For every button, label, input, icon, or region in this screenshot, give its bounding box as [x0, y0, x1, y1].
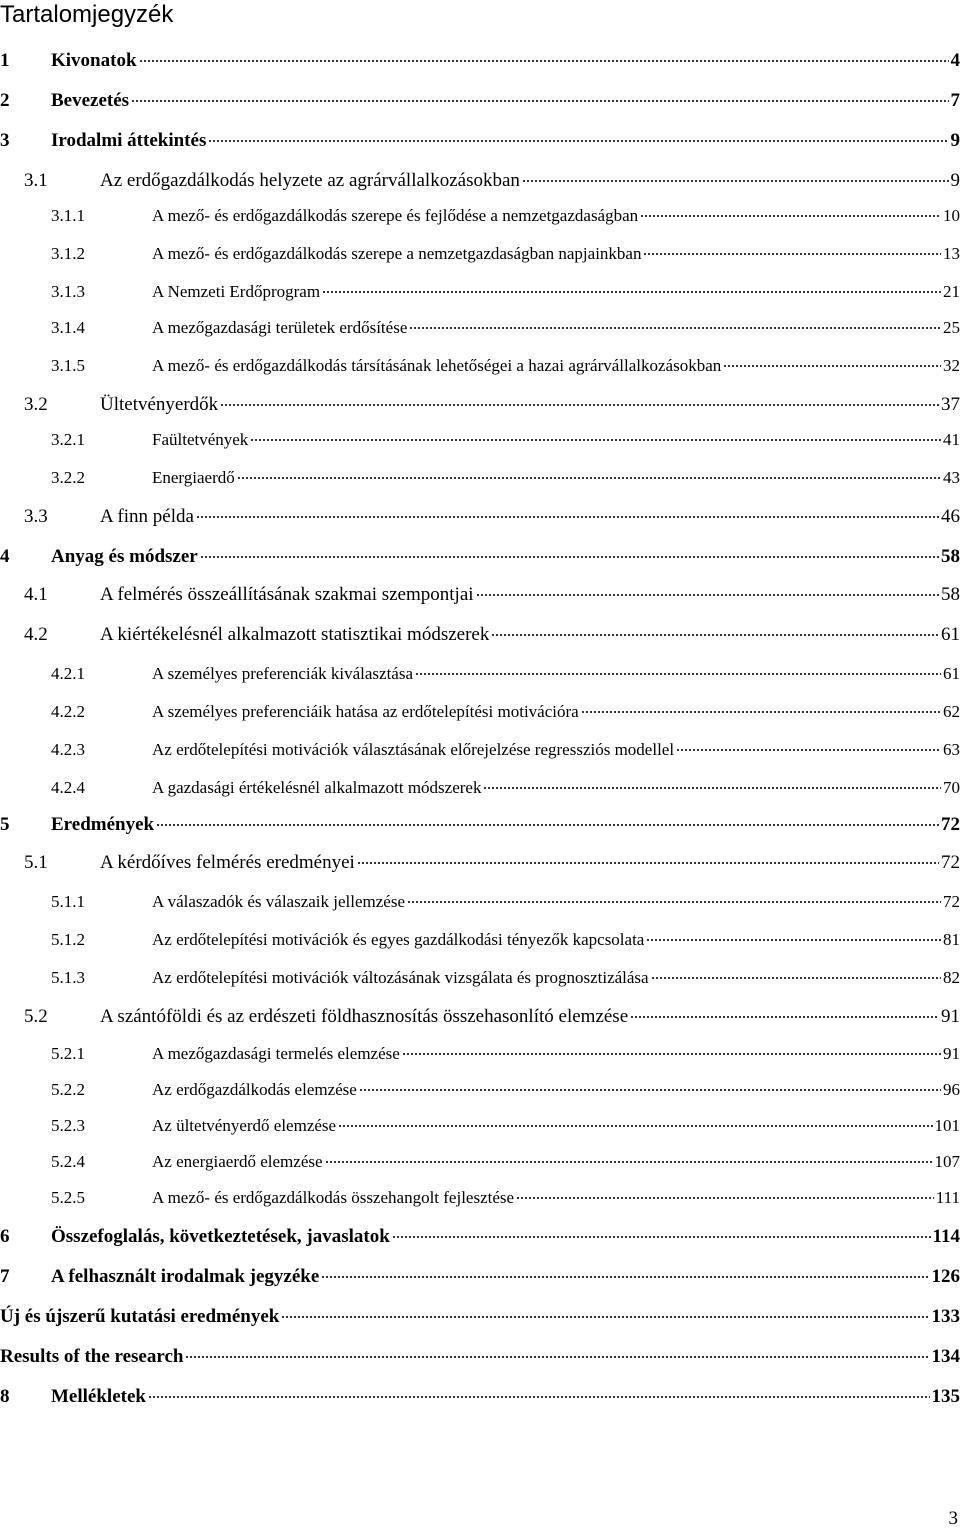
toc-leader-dots: [185, 1356, 929, 1358]
toc-entry-number: 8: [0, 1386, 10, 1407]
toc-entry-page: 91: [943, 1044, 960, 1063]
toc-entry-page: 72: [943, 892, 960, 911]
toc-leader-dots: [322, 291, 941, 293]
toc-entry-title: A felhasznált irodalmak jegyzéke: [51, 1266, 320, 1287]
toc-leader-dots: [196, 516, 939, 518]
toc-entry-number: 5.1.3: [51, 968, 85, 987]
toc-leader-dots: [651, 977, 941, 979]
toc-entry-page: 4: [950, 50, 960, 71]
toc-entry-page: 37: [941, 394, 960, 415]
toc-entry-number: 5.2.1: [51, 1044, 85, 1063]
toc-entry-title: Bevezetés: [51, 90, 130, 111]
toc-entry-title: Az ültetvényerdő elemzése: [152, 1116, 337, 1135]
toc-entry-page: 70: [943, 778, 960, 797]
toc-leader-dots: [392, 1236, 931, 1238]
toc-entry-title: A szántóföldi és az erdészeti földhasznosítás összehasonlító elemzése: [100, 1006, 629, 1027]
toc-entry[interactable]: [0, 852, 960, 874]
toc-entry-number: 4.2.1: [51, 664, 85, 683]
toc-leader-dots: [156, 824, 939, 826]
toc-entry-title: A gazdasági értékelésnél alkalmazott módszerek: [152, 778, 482, 797]
toc-entry-page: 32: [943, 356, 960, 375]
toc-entry-page: 114: [932, 1226, 960, 1247]
toc-entry[interactable]: [0, 356, 960, 376]
toc-entry-title: Mellékletek: [51, 1386, 146, 1407]
toc-entry-page: 13: [943, 244, 960, 263]
toc-leader-dots: [357, 862, 939, 864]
toc-leader-dots: [643, 253, 941, 255]
toc-entry[interactable]: [0, 778, 960, 798]
toc-leader-dots: [581, 711, 941, 713]
toc-leader-dots: [359, 1089, 941, 1091]
toc-entry-title: Az erdőgazdálkodás elemzése: [152, 1080, 357, 1099]
toc-entry-title: A mezőgazdasági termelés elemzése: [152, 1044, 400, 1063]
toc-entry[interactable]: [0, 90, 960, 112]
toc-entry-title: Anyag és módszer: [51, 546, 198, 567]
toc-entry-page: 91: [941, 1006, 960, 1027]
toc-entry[interactable]: [0, 1080, 960, 1100]
toc-entry-number: 4.2.2: [51, 702, 85, 721]
toc-entry-number: 4.2: [24, 624, 48, 645]
toc-leader-dots: [407, 901, 941, 903]
toc-entry-number: 3.3: [24, 506, 48, 527]
toc-entry-page: 111: [935, 1188, 960, 1207]
toc-entry-number: 5.2.5: [51, 1188, 85, 1207]
toc-entry-page: 61: [943, 664, 960, 683]
toc-entry-page: 9: [950, 170, 960, 191]
toc-entry[interactable]: [0, 814, 960, 836]
toc-entry[interactable]: [0, 1266, 960, 1288]
toc-entry-title: A személyes preferenciáik hatása az erdőtelepítési motivációra: [152, 702, 579, 721]
toc-entry[interactable]: [0, 1044, 960, 1064]
toc-entry-title: A válaszadók és válaszaik jellemzése: [152, 892, 405, 911]
toc-entry-page: 7: [950, 90, 960, 111]
toc-entry[interactable]: [0, 394, 960, 416]
toc-entry-page: 81: [943, 930, 960, 949]
toc-leader-dots: [281, 1316, 929, 1318]
toc-entry-title: A finn példa: [100, 506, 194, 527]
toc-entry-number: 5.1: [24, 852, 48, 873]
toc-entry-title: Irodalmi áttekintés: [51, 130, 207, 151]
page-title: Tartalomjegyzék: [0, 1, 174, 28]
toc-entry-number: 4: [0, 546, 10, 567]
toc-entry-page: 63: [943, 740, 960, 759]
toc-entry-number: 4.2.4: [51, 778, 85, 797]
toc-entry-title: Új és újszerű kutatási eredmények: [0, 1306, 280, 1327]
toc-entry-number: 3: [0, 130, 10, 151]
toc-entry[interactable]: [0, 506, 960, 528]
toc-entry[interactable]: [0, 468, 960, 488]
toc-entry[interactable]: [0, 740, 960, 760]
toc-entry[interactable]: [0, 1346, 960, 1368]
toc-leader-dots: [516, 1197, 934, 1199]
toc-entry-page: 43: [943, 468, 960, 487]
toc-entry-number: 2: [0, 90, 10, 111]
toc-entry-number: 5.2.4: [51, 1152, 85, 1171]
toc-entry-number: 3.1.5: [51, 356, 85, 375]
toc-entry-page: 10: [943, 206, 960, 225]
toc-leader-dots: [237, 477, 941, 479]
toc-entry-page: 126: [931, 1266, 960, 1287]
toc-entry-number: 3.2: [24, 394, 48, 415]
toc-entry-title: Energiaerdő: [152, 468, 235, 487]
toc-leader-dots: [220, 404, 939, 406]
toc-entry-title: A mező- és erdőgazdálkodás szerepe és fejlődése a nemzetgazdaságban: [152, 206, 639, 225]
toc-entry-title: Összefoglalás, következtetések, javaslatok: [51, 1226, 390, 1247]
toc-entry[interactable]: [0, 318, 960, 338]
toc-entry[interactable]: [0, 130, 960, 152]
toc-entry-number: 3.1.1: [51, 206, 85, 225]
toc-entry[interactable]: [0, 1306, 960, 1328]
toc-entry-page: 133: [931, 1306, 960, 1327]
toc-entry-page: 82: [943, 968, 960, 987]
toc-entry-number: 5.2.3: [51, 1116, 85, 1135]
toc-entry-title: Eredmények: [51, 814, 155, 835]
toc-leader-dots: [409, 327, 941, 329]
toc-entry-title: A személyes preferenciák kiválasztása: [152, 664, 414, 683]
toc-entry-title: Ültetvényerdők: [100, 394, 219, 415]
toc-entry-title: Az erdőgazdálkodás helyzete az agrárvállalkozásokban: [100, 170, 520, 191]
toc-entry-number: 3.1.3: [51, 282, 85, 301]
toc-entry-page: 62: [943, 702, 960, 721]
toc-entry[interactable]: [0, 584, 960, 606]
toc-leader-dots: [325, 1161, 933, 1163]
toc-entry-title: Az energiaerdő elemzése: [152, 1152, 323, 1171]
toc-leader-dots: [483, 787, 941, 789]
toc-entry-page: 41: [943, 430, 960, 449]
toc-entry-number: 5.1.2: [51, 930, 85, 949]
toc-leader-dots: [148, 1396, 930, 1398]
toc-entry[interactable]: [0, 1006, 960, 1028]
toc-entry-page: 58: [941, 584, 960, 605]
toc-entry-title: Az erdőtelepítési motivációk és egyes gazdálkodási tényezők kapcsolata: [152, 930, 645, 949]
toc-entry[interactable]: [0, 430, 960, 450]
toc-leader-dots: [321, 1276, 929, 1278]
toc-leader-dots: [415, 673, 941, 675]
toc-entry-number: 3.1.2: [51, 244, 85, 263]
toc-entry-page: 9: [950, 130, 960, 151]
toc-entry-page: 135: [931, 1386, 960, 1407]
toc-leader-dots: [131, 100, 948, 102]
toc-entry[interactable]: [0, 1188, 960, 1208]
toc-leader-dots: [676, 749, 941, 751]
toc-entry-title: Az erdőtelepítési motivációk változásának vizsgálata és prognosztizálása: [152, 968, 649, 987]
toc-entry[interactable]: [0, 1116, 960, 1136]
toc-entry-page: 72: [941, 814, 960, 835]
toc-entry-number: 3.2.2: [51, 468, 85, 487]
toc-entry[interactable]: [0, 244, 960, 264]
toc-entry[interactable]: [0, 1152, 960, 1172]
toc-entry-number: 5.2: [24, 1006, 48, 1027]
toc-entry-number: 4.1: [24, 584, 48, 605]
toc-leader-dots: [723, 365, 941, 367]
toc-entry[interactable]: [0, 664, 960, 684]
toc-leader-dots: [476, 594, 939, 596]
toc-entry[interactable]: [0, 930, 960, 950]
toc-entry-title: Faültetvények: [152, 430, 249, 449]
toc-entry-title: A mezőgazdasági területek erdősítése: [152, 318, 408, 337]
toc-entry-number: 5.1.1: [51, 892, 85, 911]
toc-entry[interactable]: [0, 282, 960, 302]
toc-entry[interactable]: [0, 170, 960, 192]
toc-entry-title: Results of the research: [0, 1346, 184, 1367]
toc-entry-title: A kérdőíves felmérés eredményei: [100, 852, 355, 873]
toc-entry-number: 3.1.4: [51, 318, 85, 337]
toc-entry-title: A mező- és erdőgazdálkodás társításának lehetőségei a hazai agrárvállalkozásokban: [152, 356, 722, 375]
toc-leader-dots: [139, 60, 949, 62]
toc-entry-page: 134: [931, 1346, 960, 1367]
toc-entry-title: A mező- és erdőgazdálkodás szerepe a nemzetgazdaságban napjainkban: [152, 244, 642, 263]
toc-entry[interactable]: [0, 624, 960, 646]
page-number: 3: [948, 1508, 958, 1529]
toc-entry-page: 21: [943, 282, 960, 301]
toc-entry-title: A felmérés összeállításának szakmai szempontjai: [100, 584, 474, 605]
toc-entry-page: 25: [943, 318, 960, 337]
toc-entry-number: 1: [0, 50, 10, 71]
toc-entry-number: 5.2.2: [51, 1080, 85, 1099]
toc-entry-number: 3.2.1: [51, 430, 85, 449]
toc-entry-title: Kivonatok: [51, 50, 137, 71]
toc-leader-dots: [402, 1053, 941, 1055]
toc-leader-dots: [491, 634, 939, 636]
toc-entry-page: 101: [934, 1116, 960, 1135]
toc-entry-number: 4.2.3: [51, 740, 85, 759]
toc-leader-dots: [208, 140, 948, 142]
toc-entry[interactable]: [0, 1386, 960, 1408]
toc-entry-page: 72: [941, 852, 960, 873]
toc-entry-title: A Nemzeti Erdőprogram: [152, 282, 321, 301]
toc-entry-number: 6: [0, 1226, 10, 1247]
toc-entry-title: A kiértékelésnél alkalmazott statisztikai módszerek: [100, 624, 490, 645]
toc-leader-dots: [646, 939, 941, 941]
toc-entry[interactable]: [0, 206, 960, 226]
toc-leader-dots: [338, 1125, 932, 1127]
toc-entry-title: A mező- és erdőgazdálkodás összehangolt fejlesztése: [152, 1188, 515, 1207]
toc-entry-number: 7: [0, 1266, 10, 1287]
toc-entry-page: 61: [941, 624, 960, 645]
toc-entry-page: 107: [934, 1152, 960, 1171]
toc-entry-page: 46: [941, 506, 960, 527]
toc-entry-page: 96: [943, 1080, 960, 1099]
toc-entry[interactable]: [0, 546, 960, 568]
toc-leader-dots: [522, 180, 949, 182]
toc-entry[interactable]: [0, 702, 960, 722]
toc-entry[interactable]: [0, 1226, 960, 1248]
toc-entry-number: 3.1: [24, 170, 48, 191]
toc-leader-dots: [640, 215, 941, 217]
toc-leader-dots: [200, 556, 939, 558]
toc-entry[interactable]: [0, 892, 960, 912]
toc-entry-number: 5: [0, 814, 10, 835]
toc-entry-page: 58: [941, 546, 960, 567]
toc-leader-dots: [250, 439, 941, 441]
toc-entry-title: Az erdőtelepítési motivációk választásának előrejelzése regressziós modellel: [152, 740, 675, 759]
toc-entry[interactable]: [0, 968, 960, 988]
toc-entry[interactable]: [0, 50, 960, 72]
toc-leader-dots: [630, 1016, 939, 1018]
